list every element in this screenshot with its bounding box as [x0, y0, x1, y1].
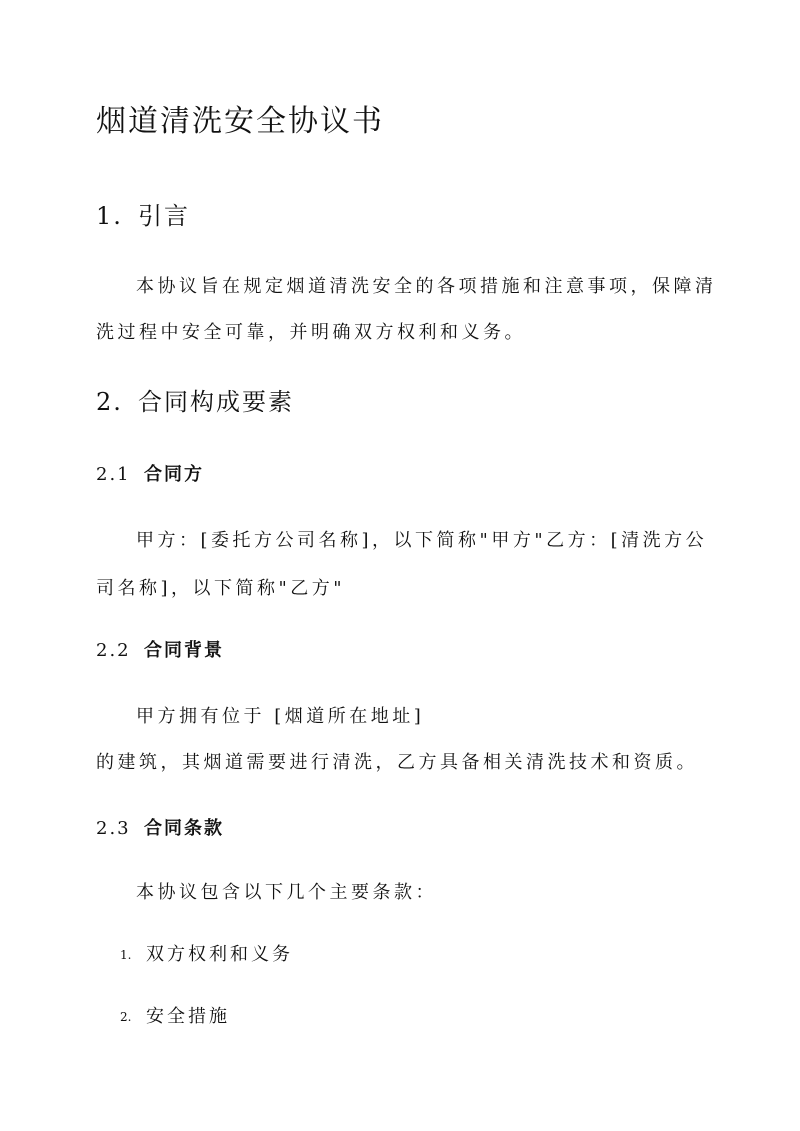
document-title: 烟道清洗安全协议书: [96, 104, 384, 139]
section-number: 2.: [96, 388, 123, 416]
subsection-2-2-line-2: 的建筑，其烟道需要进行清洗，乙方具备相关清洗技术和资质。: [96, 752, 698, 773]
section-title: 引言: [138, 202, 190, 230]
section-1-paragraph-line-1: 本协议旨在规定烟道清洗安全的各项措施和注意事项，保障清: [136, 276, 717, 297]
subsection-2-2-line-1: 甲方拥有位于 [烟道所在地址]: [136, 706, 425, 727]
section-number: 1.: [96, 202, 123, 230]
subsection-2-1-line-1: 甲方：[委托方公司名称]，以下简称"甲方"乙方：[清洗方公: [136, 530, 708, 551]
subsection-title: 合同方: [144, 464, 204, 485]
list-item: [120, 1002, 230, 1028]
subsection-2-1-heading: [96, 460, 204, 486]
subsection-2-3-intro: 本协议包含以下几个主要条款：: [136, 882, 437, 903]
list-item-text: 双方权利和义务: [146, 944, 293, 965]
list-item: [120, 940, 293, 966]
subsection-2-3-heading: [96, 814, 224, 840]
subsection-number: 2.3: [96, 818, 131, 839]
section-1-paragraph-line-2: 洗过程中安全可靠，并明确双方权利和义务。: [96, 322, 526, 343]
subsection-number: 2.2: [96, 640, 131, 661]
subsection-2-1-line-2: 司名称]，以下简称"乙方": [96, 578, 346, 599]
subsection-number: 2.1: [96, 464, 131, 485]
section-title: 合同构成要素: [138, 388, 294, 416]
subsection-title: 合同背景: [144, 640, 224, 661]
section-2-heading: [96, 382, 294, 417]
list-item-marker: 1.: [120, 948, 132, 962]
section-1-heading: [96, 196, 190, 231]
subsection-2-2-heading: [96, 636, 224, 662]
list-item-text: 安全措施: [146, 1006, 230, 1027]
list-item-marker: 2.: [120, 1010, 132, 1024]
subsection-title: 合同条款: [144, 818, 224, 839]
